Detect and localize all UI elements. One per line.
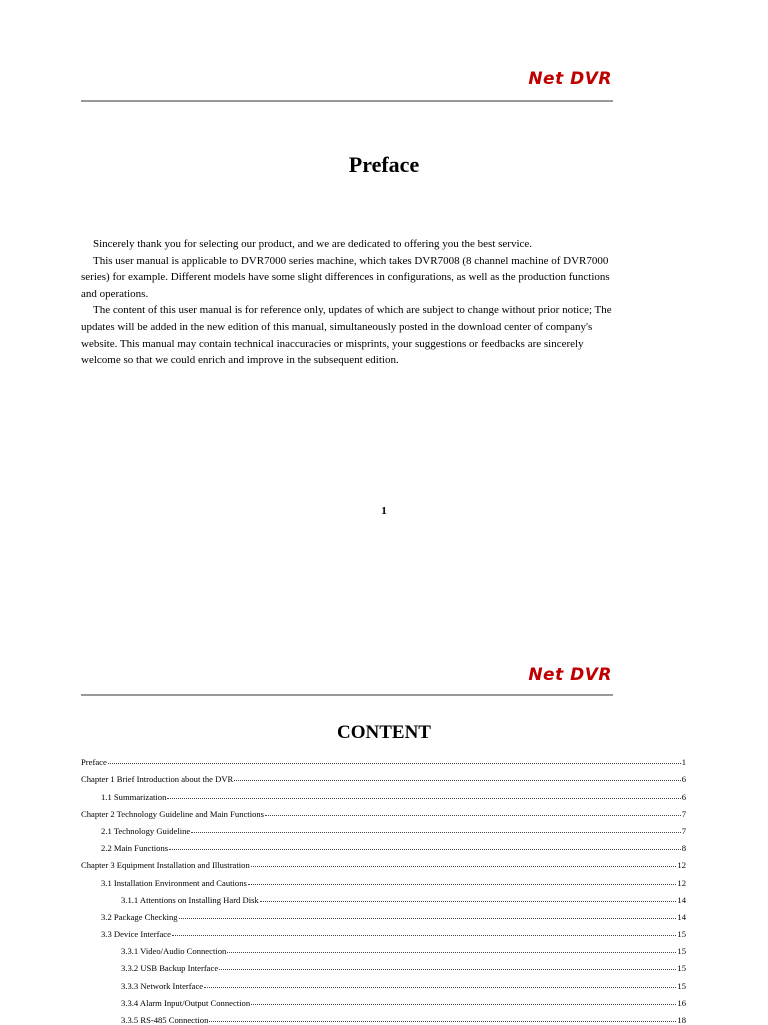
toc-entry[interactable] <box>81 802 686 819</box>
toc-entry-page: 15 <box>677 963 686 974</box>
toc-entry-title: 1.1 Summarization <box>101 791 167 802</box>
toc-leader-dots <box>219 969 676 970</box>
toc-entry-title: Preface <box>81 757 107 768</box>
toc-entry[interactable] <box>81 956 686 973</box>
toc-entry-title: 3.2 Package Checking <box>101 911 178 922</box>
toc-entry-page: 6 <box>681 774 686 785</box>
preface-paragraph: This user manual is applicable to DVR7000 series machine, which takes DVR7008 (8 channel machine of DVR7000 series) for example. Different models have some slight differences in configurations, as well as the production functions and operations. <box>81 254 610 300</box>
toc-entry-page: 12 <box>677 877 686 888</box>
toc-entry[interactable] <box>81 991 686 1008</box>
toc-entry-page: 8 <box>681 843 686 854</box>
toc-entry[interactable] <box>81 767 686 784</box>
header-brand: Net DVR <box>528 69 612 89</box>
toc-entry-page: 14 <box>677 894 686 905</box>
toc-entry-title: Chapter 2 Technology Guideline and Main Functions <box>81 808 265 819</box>
toc-leader-dots <box>167 798 680 799</box>
toc-entry-title: 2.2 Main Functions <box>101 843 169 854</box>
toc-leader-dots <box>260 901 677 902</box>
toc-entry[interactable] <box>81 973 686 990</box>
toc-entry-title: 3.3 Device Interface <box>101 929 171 940</box>
toc-leader-dots <box>179 918 677 919</box>
toc-leader-dots <box>209 1021 676 1022</box>
toc-entry-page: 6 <box>681 791 686 802</box>
toc-entry-page: 15 <box>677 946 686 957</box>
toc-entry-page: 15 <box>677 980 686 991</box>
toc-entry[interactable] <box>81 1008 686 1025</box>
toc-leader-dots <box>108 763 681 764</box>
toc-entry-page: 16 <box>677 997 686 1008</box>
toc-entry-title: Chapter 1 Brief Introduction about the DVR <box>81 774 234 785</box>
toc-entry-page: 7 <box>681 825 686 836</box>
toc-leader-dots <box>265 815 681 816</box>
toc-entry-title: 2.1 Technology Guideline <box>101 825 191 836</box>
toc-entry-title: 3.1.1 Attentions on Installing Hard Disk <box>121 894 259 905</box>
toc-title: CONTENT <box>337 722 431 743</box>
header-brand: Net DVR <box>528 665 612 685</box>
toc-entry[interactable] <box>81 939 686 956</box>
content-page <box>0 560 768 1024</box>
toc-leader-dots <box>191 832 680 833</box>
toc-leader-dots <box>204 987 676 988</box>
toc-entry-title: 3.3.4 Alarm Input/Output Connection <box>121 997 251 1008</box>
toc-entry-title: 3.3.5 RS-485 Connection <box>121 1015 209 1025</box>
toc-entry-title: 3.3.1 Video/Audio Connection <box>121 946 227 957</box>
toc-entry-page: 12 <box>677 860 686 871</box>
toc-entry-title: Chapter 3 Equipment Installation and Illustration <box>81 860 250 871</box>
toc-entry[interactable] <box>81 853 686 870</box>
toc-entry[interactable] <box>81 819 686 836</box>
toc-entry[interactable] <box>81 870 686 887</box>
table-of-contents <box>81 750 686 1025</box>
toc-leader-dots <box>227 952 676 953</box>
toc-leader-dots <box>234 780 680 781</box>
toc-leader-dots <box>172 935 677 936</box>
toc-entry[interactable] <box>81 750 686 767</box>
toc-entry[interactable] <box>81 905 686 922</box>
toc-entry-page: 1 <box>681 757 686 768</box>
toc-entry[interactable] <box>81 922 686 939</box>
toc-entry-title: 3.3.3 Network Interface <box>121 980 204 991</box>
toc-leader-dots <box>251 866 677 867</box>
toc-entry[interactable] <box>81 784 686 801</box>
toc-entry-page: 15 <box>677 929 686 940</box>
page-number: 1 <box>381 505 387 517</box>
page-title: Preface <box>348 152 420 177</box>
header-divider <box>81 100 613 102</box>
preface-body <box>81 236 613 369</box>
toc-entry-page: 14 <box>677 911 686 922</box>
toc-leader-dots <box>169 849 681 850</box>
preface-paragraph: Sincerely thank you for selecting our product, and we are dedicated to offering you the best service. <box>93 238 533 250</box>
toc-leader-dots <box>248 884 677 885</box>
header-divider <box>81 694 613 696</box>
toc-entry[interactable] <box>81 888 686 905</box>
toc-leader-dots <box>251 1004 676 1005</box>
toc-entry-title: 3.1 Installation Environment and Cautions <box>101 877 247 888</box>
toc-entry-title: 3.3.2 USB Backup Interface <box>121 963 219 974</box>
toc-entry-page: 7 <box>681 808 686 819</box>
preface-paragraph: The content of this user manual is for reference only, updates of which are subject to change without prior notice; The updates will be added in the new edition of this manual, simultaneously posted in the download center of company's website. This manual may contain technical inaccuracies or misprints, your suggestions or feedbacks are sincerely welcome so that we could enrich and improve in the subsequent edition. <box>81 304 612 367</box>
toc-entry-page: 18 <box>677 1015 686 1025</box>
toc-entry[interactable] <box>81 836 686 853</box>
